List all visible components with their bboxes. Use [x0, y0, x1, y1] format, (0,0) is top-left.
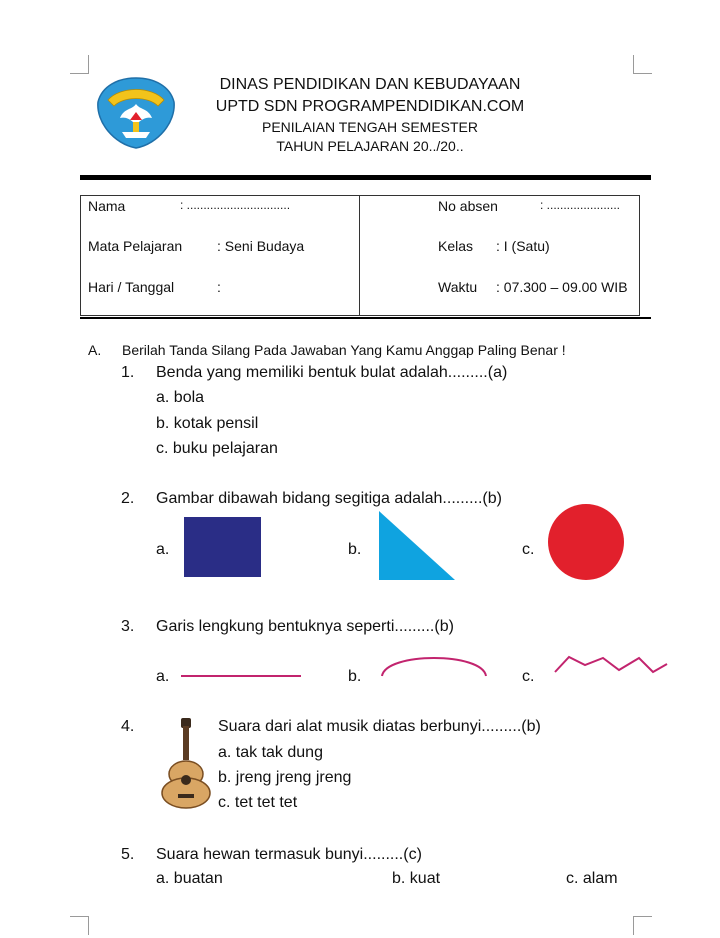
q2-option-a-label[interactable]: a.: [156, 541, 170, 558]
q5-option-b[interactable]: b. kuat: [392, 870, 441, 887]
zigzag-line: [553, 652, 669, 683]
crop-mark-top-right: [633, 55, 652, 74]
crop-mark-bottom-right: [633, 916, 652, 935]
nama-label: Nama: [88, 198, 126, 214]
q1-option-b[interactable]: b. kotak pensil: [156, 415, 259, 432]
circle-shape: [548, 504, 624, 580]
q3-text: Garis lengkung bentuknya seperti.........(b): [156, 618, 454, 635]
q2-option-b-label[interactable]: b.: [348, 541, 362, 558]
crop-mark-bottom-left: [70, 916, 89, 935]
q5-option-c[interactable]: c. alam: [566, 870, 618, 887]
kelas-value: : I (Satu): [496, 238, 550, 254]
q4-option-c[interactable]: c. tet tet tet: [218, 794, 298, 811]
curved-line: [378, 650, 490, 683]
q1-option-c[interactable]: c. buku pelajaran: [156, 440, 278, 457]
header-divider: [80, 175, 651, 180]
q2-option-c-label[interactable]: c.: [522, 541, 535, 558]
absen-value[interactable]: : ......................: [540, 198, 621, 212]
q1-number: 1.: [121, 364, 135, 381]
q3-number: 3.: [121, 618, 135, 635]
section-letter: A.: [88, 342, 102, 358]
q4-number: 4.: [121, 718, 135, 735]
header-line-3: PENILAIAN TENGAH SEMESTER: [261, 119, 478, 135]
q1-text: Benda yang memiliki bentuk bulat adalah.........(a): [156, 364, 508, 381]
crop-mark-top-left: [70, 55, 89, 74]
straight-line: [181, 675, 301, 677]
q4-text: Suara dari alat musik diatas berbunyi.........(b): [218, 718, 541, 735]
square-shape: [184, 517, 261, 577]
hari-label: Hari / Tanggal: [88, 279, 175, 295]
waktu-label: Waktu: [438, 279, 478, 295]
identity-divider: [80, 317, 651, 319]
waktu-value: : 07.300 – 09.00 WIB: [496, 279, 628, 295]
q5-number: 5.: [121, 846, 135, 863]
header-line-1: DINAS PENDIDIKAN DAN KEBUDAYAAN: [219, 76, 521, 93]
tut-wuri-handayani-logo: [94, 74, 178, 152]
section-instruction: Berilah Tanda Silang Pada Jawaban Yang Kamu Anggap Paling Benar !: [122, 342, 566, 358]
mapel-value: : Seni Budaya: [217, 238, 305, 254]
q4-option-b[interactable]: b. jreng jreng jreng: [218, 769, 352, 786]
kelas-label: Kelas: [438, 238, 474, 254]
q2-number: 2.: [121, 490, 135, 507]
q4-option-a[interactable]: a. tak tak dung: [218, 744, 323, 761]
q3-option-a-label[interactable]: a.: [156, 668, 170, 685]
q5-text: Suara hewan termasuk bunyi.........(c): [156, 846, 422, 863]
mapel-label: Mata Pelajaran: [88, 238, 183, 254]
nama-value[interactable]: : ...............................: [180, 198, 291, 212]
triangle-shape: [379, 511, 457, 586]
hari-value[interactable]: :: [217, 279, 221, 295]
identity-box-right: [359, 195, 640, 316]
q3-option-c-label[interactable]: c.: [522, 668, 535, 685]
guitar-image: [158, 718, 214, 815]
header-line-2: UPTD SDN PROGRAMPENDIDIKAN.COM: [215, 98, 525, 115]
q5-option-a[interactable]: a. buatan: [156, 870, 223, 887]
q1-option-a[interactable]: a. bola: [156, 389, 205, 406]
q3-option-b-label[interactable]: b.: [348, 668, 362, 685]
absen-label: No absen: [438, 198, 498, 214]
q2-text: Gambar dibawah bidang segitiga adalah.........(b): [156, 490, 502, 507]
header-line-4: TAHUN PELAJARAN 20../20..: [276, 138, 464, 154]
